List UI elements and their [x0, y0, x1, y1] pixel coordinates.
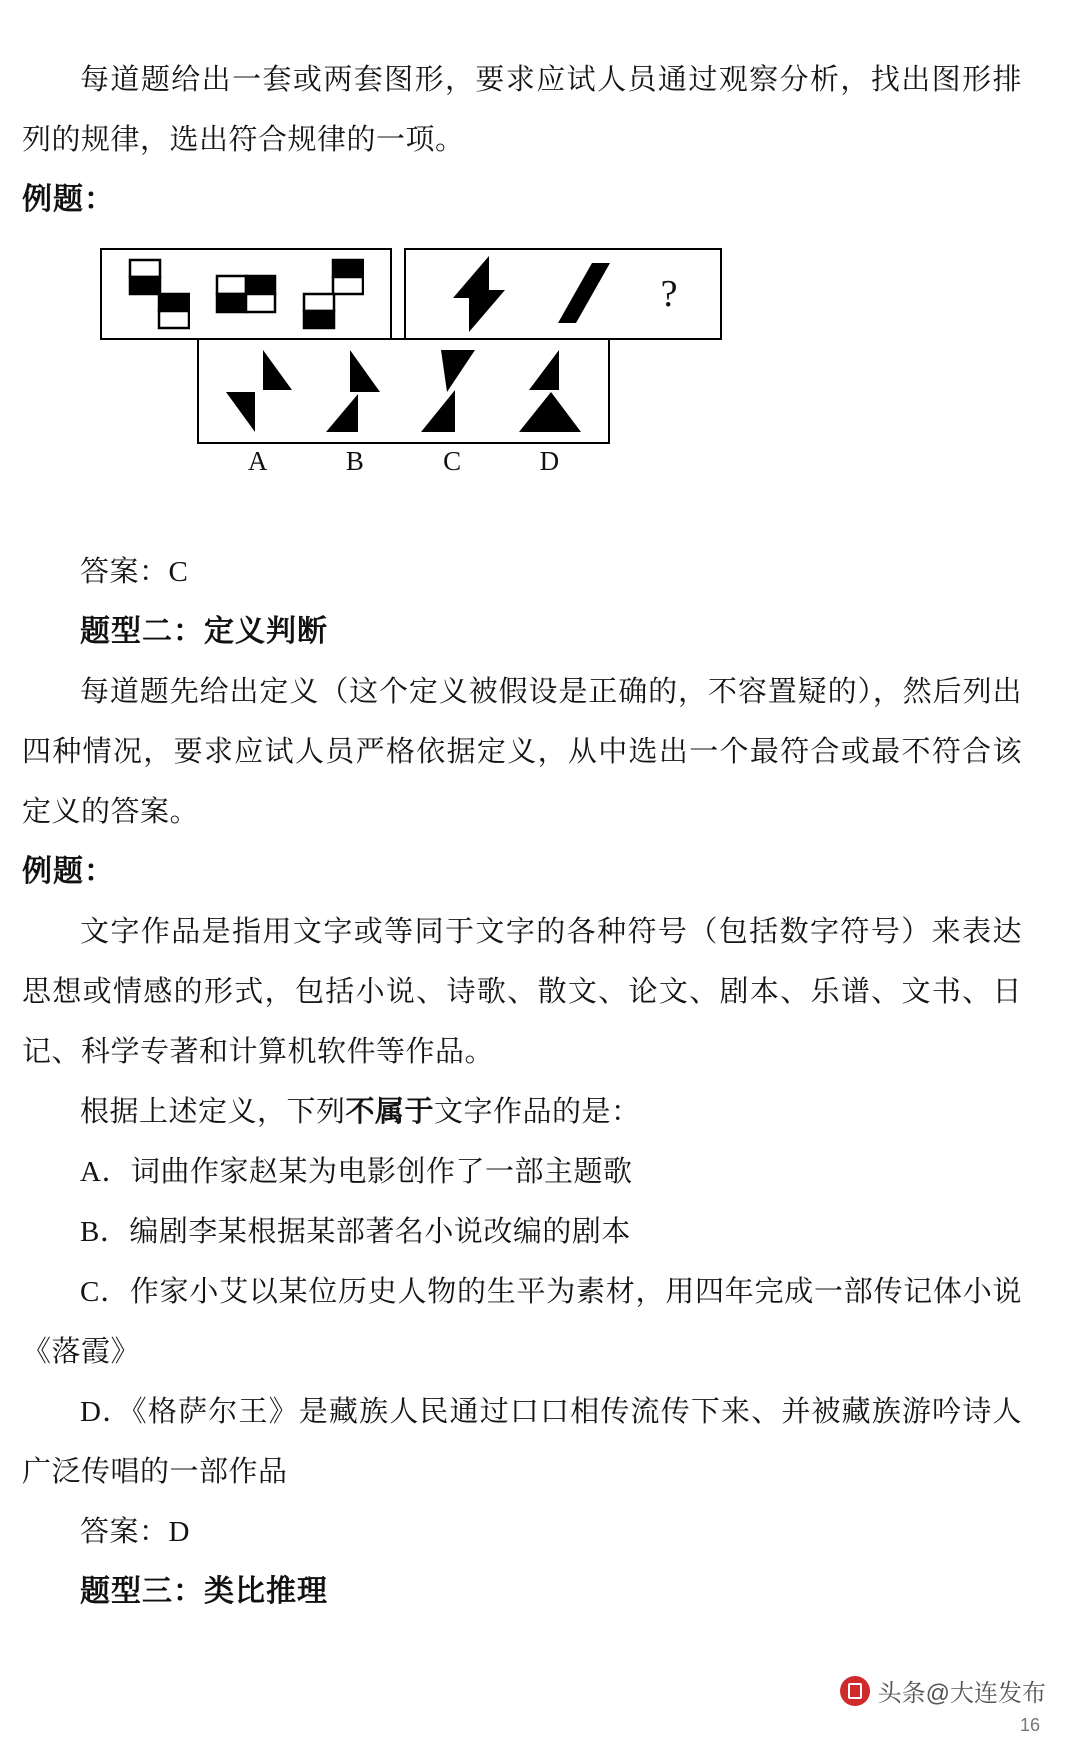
option-shape-c — [415, 348, 489, 434]
figure-option-labels — [197, 446, 610, 477]
question-stem — [22, 1082, 1022, 1142]
intro-paragraph: 每道题给出一套或两套图形，要求应试人员通过观察分析，找出图形排列的规律，选出符合规律的一项。 — [22, 64, 1022, 156]
top-spacer-3 — [0, 20, 1080, 30]
figure-options-box — [197, 338, 610, 444]
option-shape-a — [222, 348, 296, 434]
figure-group-right — [404, 248, 722, 340]
option-shape-d — [511, 348, 585, 434]
parallelogram-icon — [556, 261, 612, 327]
figure-reasoning-example — [0, 238, 1080, 538]
watermark-text: 头条@大连发布 — [877, 1680, 1046, 1707]
definition-option-b: B．编剧李某根据某部著名小说改编的剧本 — [80, 1216, 631, 1248]
example-label-1: 例题： — [22, 183, 115, 216]
definition-paragraph: 文字作品是指用文字或等同于文字的各种符号（包括数字符号）来表达思想或情感的形式，包括小说、诗歌、散文、论文、剧本、乐谱、文书、日记、科学专著和计算机软件等作品。 — [22, 916, 1022, 1068]
figure-group-left — [100, 248, 392, 340]
option-label-c: C — [443, 446, 462, 476]
definition-option-c: C．作家小艾以某位历史人物的生平为素材，用四年完成一部传记体小说《落霞》 — [22, 1276, 1022, 1368]
top-spacer-2 — [0, 10, 1080, 20]
top-spacer-4 — [0, 30, 1080, 40]
question-mark-placeholder: ? — [660, 273, 678, 315]
section-heading-3: 题型三：类比推理 — [80, 1575, 328, 1608]
top-spacer — [0, 0, 1080, 10]
answer-line-1: 答案：C — [80, 556, 189, 588]
toutiao-logo-icon — [840, 1676, 870, 1706]
figure-cells-2 — [215, 274, 277, 314]
option-label-d: D — [539, 446, 560, 476]
section2-paragraph: 每道题先给出定义（这个定义被假设是正确的，不容置疑的），然后列出四种情况，要求应试人员严格依据定义，从中选出一个最符合或最不符合该定义的答案。 — [22, 676, 1022, 828]
question-stem-suffix: 文字作品的是： — [434, 1096, 641, 1128]
definition-option-a: A．词曲作家赵某为电影创作了一部主题歌 — [80, 1156, 633, 1188]
section-heading-2: 题型二：定义判断 — [80, 615, 328, 648]
option-label-a: A — [247, 446, 268, 476]
lightning-bolt-icon — [449, 254, 507, 334]
page-number: 16 — [1019, 1715, 1040, 1735]
figure-cells-3 — [302, 258, 364, 330]
answer-line-2: 答案：D — [80, 1516, 190, 1548]
option-label-b: B — [345, 446, 364, 476]
question-stem-prefix: 根据上述定义，下列 — [80, 1096, 346, 1128]
example-label-2: 例题： — [22, 855, 115, 888]
figure-sequence-row — [100, 248, 722, 340]
watermark — [840, 1673, 1046, 1708]
definition-option-d: D．《格萨尔王》是藏族人民通过口口相传流传下来、并被藏族游吟诗人广泛传唱的一部作品 — [22, 1396, 1022, 1488]
option-shape-b — [318, 348, 392, 434]
figure-cells-1 — [128, 258, 190, 330]
question-stem-emphasis: 不属于 — [345, 1096, 435, 1128]
top-spacer-5 — [0, 40, 1080, 50]
